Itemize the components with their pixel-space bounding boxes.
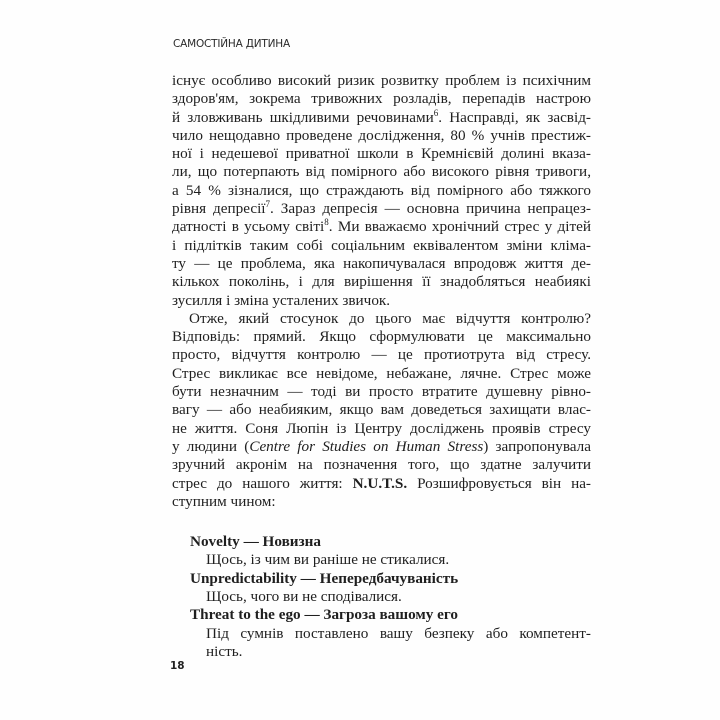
text-line: зручний акронім на позначення того, що здатне залучити — [172, 456, 591, 474]
text-line: рівня депресії$^7$. Зараз депресія — основна причина непрацез- — [172, 199, 591, 218]
list-desc: Щось, чого ви не сподівалися. — [206, 588, 402, 606]
text-line: зусилля і зміна усталених звичок. — [172, 291, 391, 309]
paragraph-2 — [172, 310, 591, 511]
text-line: і підлітків таким собі соціальним еквівалентом зміни кліма- — [172, 236, 591, 254]
footnote-ref[interactable]: 6 — [433, 107, 439, 118]
text-line: ступним чином: — [172, 492, 276, 510]
text-line: у людини (Centre for Studies on Human Stress) запропонувала — [172, 437, 591, 455]
text-line: не життя. Соня Люпін із Центру досліджень проявів стресу — [172, 419, 591, 437]
text-line: бути незначним — тоді ви просто втратите душевну рівно- — [172, 383, 591, 401]
text-line: чило нещодавно проведене дослідження, 80 % учнів престиж- — [172, 126, 591, 144]
list-term: Threat to the ego — Загроза вашому его — [190, 606, 458, 624]
text-line: ту — це проблема, яка накопичувалася впродовж життя де- — [172, 254, 591, 272]
text-line: вагу — або неабияким, якщо вам доведеться захищати влас- — [172, 401, 591, 419]
italic-org-name: Centre for Studies on Human Stress — [249, 437, 484, 455]
acronym-nuts: N.U.T.S. — [352, 474, 408, 492]
running-head: САМОСТІЙНА ДИТИНА — [173, 38, 290, 50]
list-desc: Щось, із чим ви раніше не стикалися. — [206, 551, 450, 569]
nuts-list — [172, 533, 591, 661]
text-line: просто, відчуття контролю — це протиотрута від стресу. — [172, 346, 591, 364]
list-term: Novelty — Новизна — [190, 533, 321, 551]
list-term: Unpredictability — Непередбачуваність — [190, 569, 459, 587]
text-line: ли, що потерпають від помірного або високого рівня тривоги, — [172, 163, 591, 181]
footnote-ref[interactable]: 7 — [265, 199, 271, 210]
text-line: Відповідь: прямий. Якщо сформулювати це максимально — [172, 328, 591, 346]
page-number: 18 — [170, 660, 185, 672]
footnote-ref[interactable]: 8 — [324, 217, 329, 228]
text-line: Стрес викликає все невідоме, небажане, лячне. Стрес може — [172, 364, 591, 382]
text-line: а 54 % зізналися, що страждають від помірного або тяжкого — [172, 181, 591, 199]
paragraph-1 — [172, 72, 591, 310]
body-text — [172, 72, 591, 661]
text-line: ної і недешевої приватної школи в Кремнієвій долині вказа- — [172, 145, 591, 163]
text-line: здоров'ям, зокрема тривожних розладів, перепадів настрою — [172, 90, 591, 108]
list-desc: Під сумнів поставлено вашу безпеку або компетент- — [206, 624, 591, 642]
text-line: стрес до нашого життя: N.U.T.S. Розшифровується він на- — [172, 474, 591, 492]
text-line: кількох поколінь, і для вирішення її знадобляться неабиякі — [172, 273, 591, 291]
text-line: датності в усьому світі$^8$. Ми вважаємо хронічний стрес у дітей — [172, 217, 591, 236]
text-line: й зловживань шкідливими речовинами$^6$. Насправді, як засвід- — [172, 107, 591, 126]
text-line: Отже, який стосунок до цього має відчуття контролю? — [189, 309, 591, 327]
text-line: існує особливо високий ризик розвитку проблем із психічним — [172, 72, 591, 89]
list-desc: ність. — [206, 642, 243, 660]
